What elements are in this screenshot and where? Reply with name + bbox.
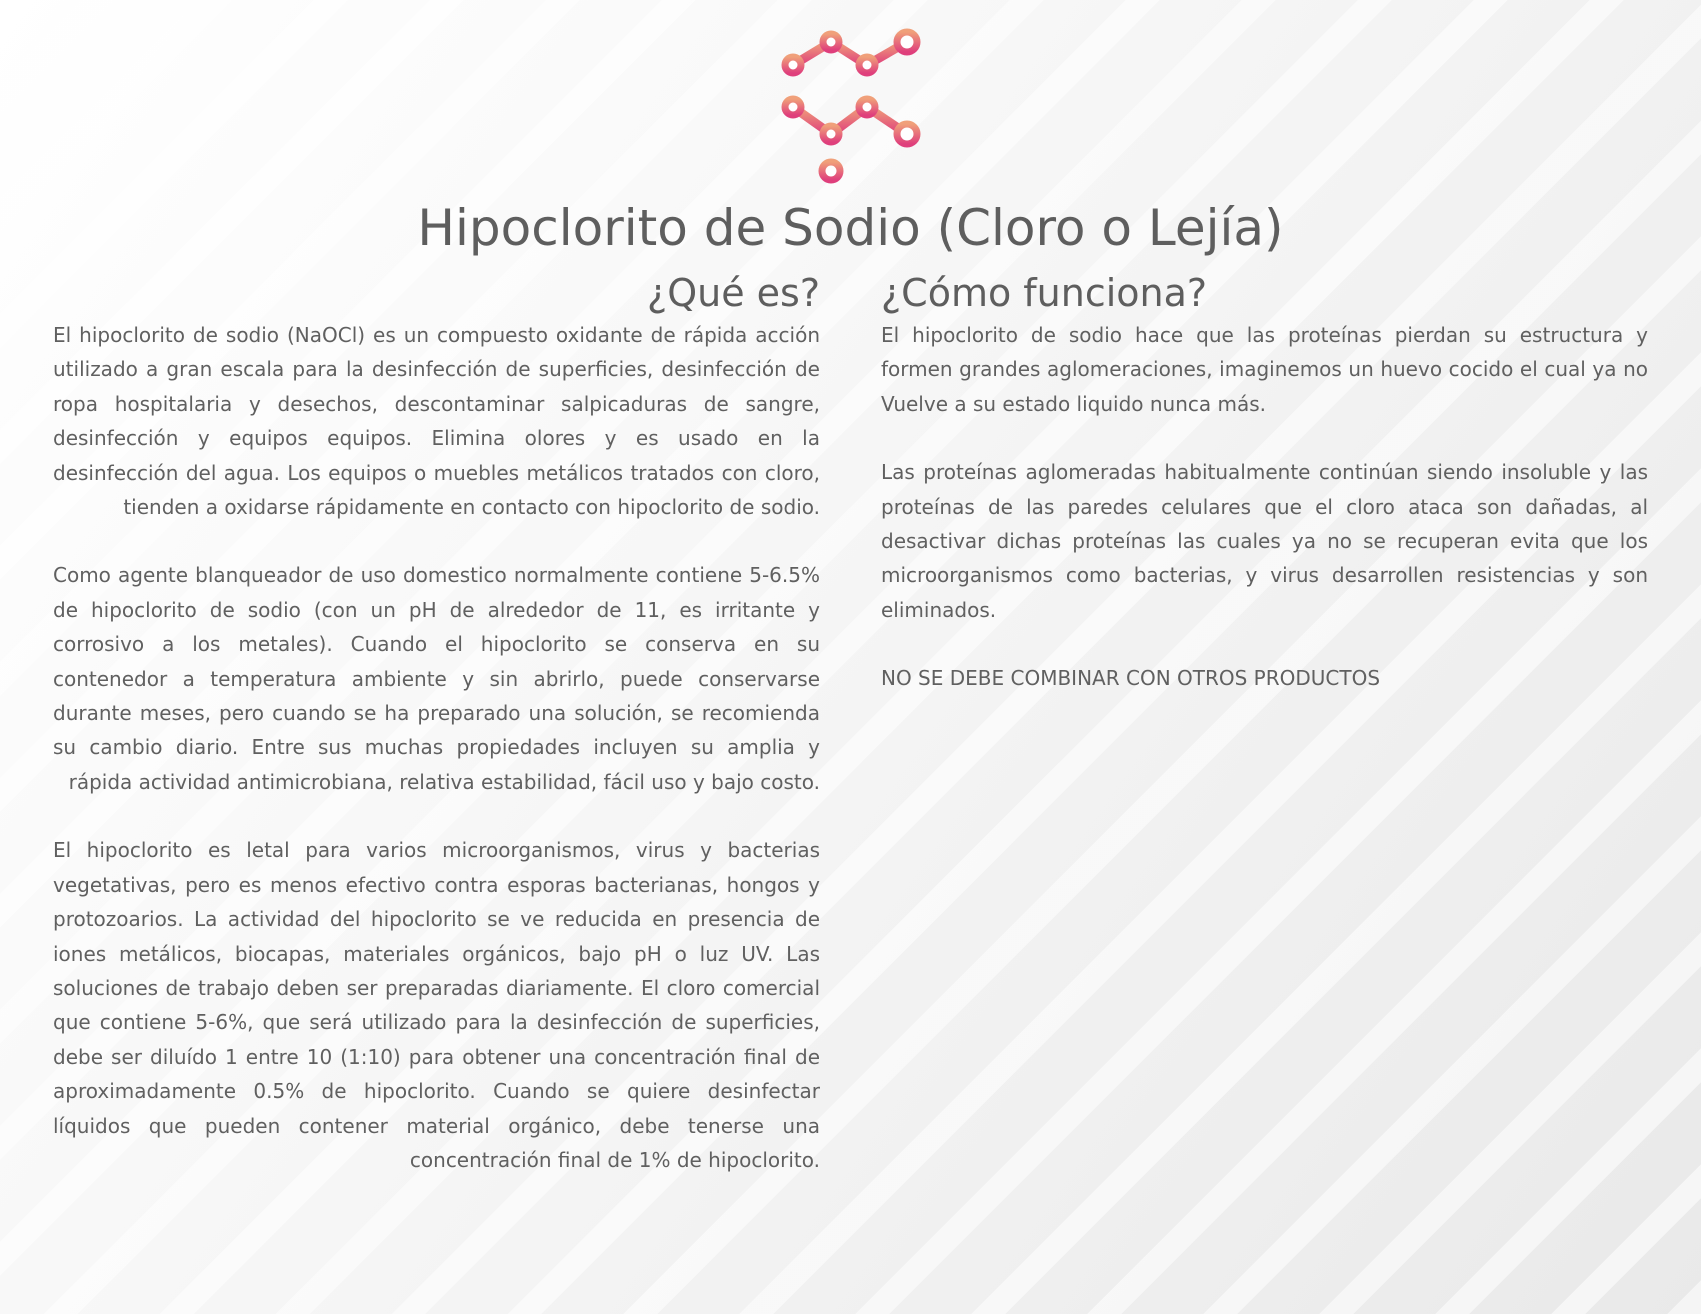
how-it-works-heading: ¿Cómo funciona? [881, 271, 1208, 315]
what-is-section [53, 268, 820, 1211]
page-title: Hipoclorito de Sodio (Cloro o Lejía) [417, 199, 1284, 257]
what-is-paragraph-3: El hipoclorito es letal para varios microorganismos, virus y bacterias vegetativas, pero es menos efectivo contra esporas bacterianas, hongos y protozoarios. La actividad del hipoclorito se ve reducida en presencia de iones metálicos, biocapas, materiales orgánicos, bajo pH o luz UV. Las soluciones de trabajo deben ser preparadas diariamente. El cloro comercial que contiene 5-6%, que será utilizado para la desinfección de superficies, debe ser diluído 1 entre 10 (1:10) para obtener una concentración final de aproximadamente 0.5% de hipoclorito. Cuando se quiere desinfectar líquidos que pueden contener material orgánico, debe tenerse una concentración final de 1% de hipoclorito. [53, 838, 820, 1172]
what-is-paragraph-2: Como agente blanqueador de uso domestico normalmente contiene 5-6.5% de hipoclorito de sodio (con un pH de alrededor de 11, es irritante y corrosivo a los metales). Cuando el hipoclorito se conserva en su contenedor a temperatura ambiente y sin abrirlo, puede conservarse durante meses, pero cuando se ha preparado una solución, se recomienda su cambio diario. Entre sus muchas propiedades incluyen su amplia y rápida actividad antimicrobiana, relativa estabilidad, fácil uso y bajo costo. [53, 563, 820, 794]
what-is-paragraph-1: El hipoclorito de sodio (NaOCl) es un compuesto oxidante de rápida acción utilizado a gran escala para la desinfección de superficies, desinfección de ropa hospitalaria y desechos, descontaminar salpicaduras de sangre, desinfección y equipos equipos. Elimina olores y es usado en la desinfección del agua. Los equipos o muebles metálicos tratados con cloro, tienden a oxidarse rápidamente en contacto con hipoclorito de sodio. [53, 323, 820, 520]
molecule-icon [775, 26, 925, 188]
how-it-works-section [881, 268, 1648, 695]
what-is-heading: ¿Qué es? [647, 271, 820, 315]
warning-text: NO SE DEBE COMBINAR CON OTROS PRODUCTOS [881, 666, 1381, 691]
how-it-works-paragraph-1: El hipoclorito de sodio hace que las proteínas pierdan su estructura y formen grandes aglomeraciones, imaginemos un huevo cocido el cual ya no Vuelve a su estado liquido nunca más. [881, 323, 1648, 416]
how-it-works-paragraph-2: Las proteínas aglomeradas habitualmente continúan siendo insoluble y las proteínas de las paredes celulares que el cloro ataca son dañadas, al desactivar dichas proteínas las cuales ya no se recuperan evita que los microorganismos como bacterias, y virus desarrollen resistencias y son eliminados. [881, 460, 1648, 622]
